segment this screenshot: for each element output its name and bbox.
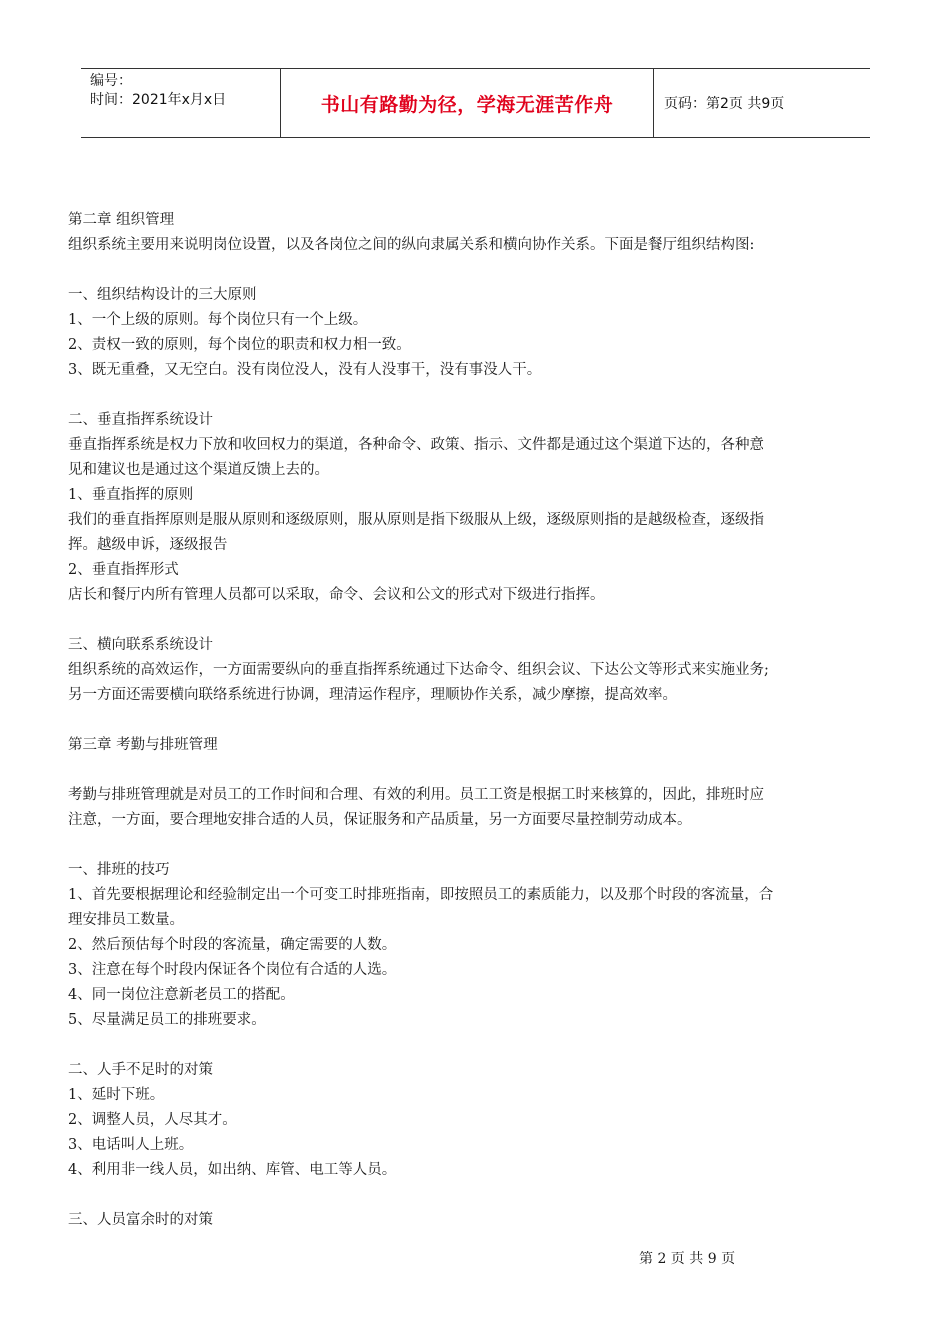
text-line: 一、组织结构设计的三大原则 bbox=[68, 287, 257, 303]
text-line: 2、调整人员，人尽其才。 bbox=[68, 1112, 237, 1128]
text-line: 2、责权一致的原则，每个岗位的职责和权力相一致。 bbox=[68, 337, 411, 353]
text-line: 注意，一方面，要合理地安排合适的人员，保证服务和产品质量，另一方面要尽量控制劳动成本。 bbox=[68, 812, 692, 828]
text-line: 考勤与排班管理就是对员工的工作时间和合理、有效的利用。员工工资是根据工时来核算的，因此，排班时应 bbox=[68, 787, 764, 803]
document-body bbox=[68, 208, 888, 1233]
text-line: 1、垂直指挥的原则 bbox=[68, 487, 194, 503]
blank-line bbox=[68, 1183, 888, 1208]
header-meta bbox=[81, 69, 281, 137]
page-footer: 第 2 页 共 9 页 bbox=[639, 1251, 736, 1267]
text-line: 店长和餐厅内所有管理人员都可以采取，命令、会议和公文的形式对下级进行指挥。 bbox=[68, 587, 605, 603]
text-line: 挥。越级申诉，逐级报告 bbox=[68, 537, 228, 553]
header-motto: 书山有路勤为径，学海无涯苦作舟 bbox=[281, 69, 654, 137]
blank-line bbox=[68, 833, 888, 858]
text-line: 1、首先要根据理论和经验制定出一个可变工时排班指南，即按照员工的素质能力，以及那个时段的客流量，合 bbox=[68, 887, 774, 903]
text-line: 第三章 考勤与排班管理 bbox=[68, 737, 218, 753]
blank-line bbox=[68, 383, 888, 408]
text-line: 第二章 组织管理 bbox=[68, 212, 175, 228]
text-line: 我们的垂直指挥原则是服从原则和逐级原则，服从原则是指下级服从上级，逐级原则指的是越级检查，逐级指 bbox=[68, 512, 764, 528]
text-line: 2、然后预估每个时段的客流量，确定需要的人数。 bbox=[68, 937, 397, 953]
text-line: 三、人员富余时的对策 bbox=[68, 1212, 213, 1228]
text-line: 3、注意在每个时段内保证各个岗位有合适的人选。 bbox=[68, 962, 397, 978]
text-line: 二、人手不足时的对策 bbox=[68, 1062, 213, 1078]
text-line: 垂直指挥系统是权力下放和收回权力的渠道，各种命令、政策、指示、文件都是通过这个渠道下达的，各种意 bbox=[68, 437, 764, 453]
text-line: 组织系统的高效运作，一方面需要纵向的垂直指挥系统通过下达命令、组织会议、下达公文等形式来实施业务; bbox=[68, 662, 769, 678]
blank-line bbox=[68, 608, 888, 633]
number-label: 编号： bbox=[90, 73, 132, 89]
text-line: 另一方面还需要横向联络系统进行协调，理清运作程序，理顺协作关系，减少摩擦，提高效率。 bbox=[68, 687, 677, 703]
blank-line bbox=[68, 758, 888, 783]
text-line: 5、尽量满足员工的排班要求。 bbox=[68, 1012, 266, 1028]
text-line: 组织系统主要用来说明岗位设置，以及各岗位之间的纵向隶属关系和横向协作关系。下面是餐厅组织结构图: bbox=[68, 237, 755, 253]
blank-line bbox=[68, 1033, 888, 1058]
text-line: 4、利用非一线人员，如出纳、库管、电工等人员。 bbox=[68, 1162, 397, 1178]
time-label: 时间：2021年x月x日 bbox=[90, 92, 227, 108]
text-line: 三、横向联系系统设计 bbox=[68, 637, 213, 653]
text-line: 3、电话叫人上班。 bbox=[68, 1137, 194, 1153]
header-page-info: 页码：第2页 共9页 bbox=[664, 96, 785, 112]
text-line: 3、既无重叠，又无空白。没有岗位没人，没有人没事干，没有事没人干。 bbox=[68, 362, 542, 378]
text-line: 理安排员工数量。 bbox=[68, 912, 184, 928]
page-header bbox=[81, 68, 870, 138]
text-line: 4、同一岗位注意新老员工的搭配。 bbox=[68, 987, 295, 1003]
text-line: 2、垂直指挥形式 bbox=[68, 562, 179, 578]
text-line: 1、一个上级的原则。每个岗位只有一个上级。 bbox=[68, 312, 368, 328]
text-line: 一、排班的技巧 bbox=[68, 862, 170, 878]
text-line: 1、延时下班。 bbox=[68, 1087, 165, 1103]
blank-line bbox=[68, 708, 888, 733]
blank-line bbox=[68, 258, 888, 283]
text-line: 见和建议也是通过这个渠道反馈上去的。 bbox=[68, 462, 329, 478]
text-line: 二、垂直指挥系统设计 bbox=[68, 412, 213, 428]
